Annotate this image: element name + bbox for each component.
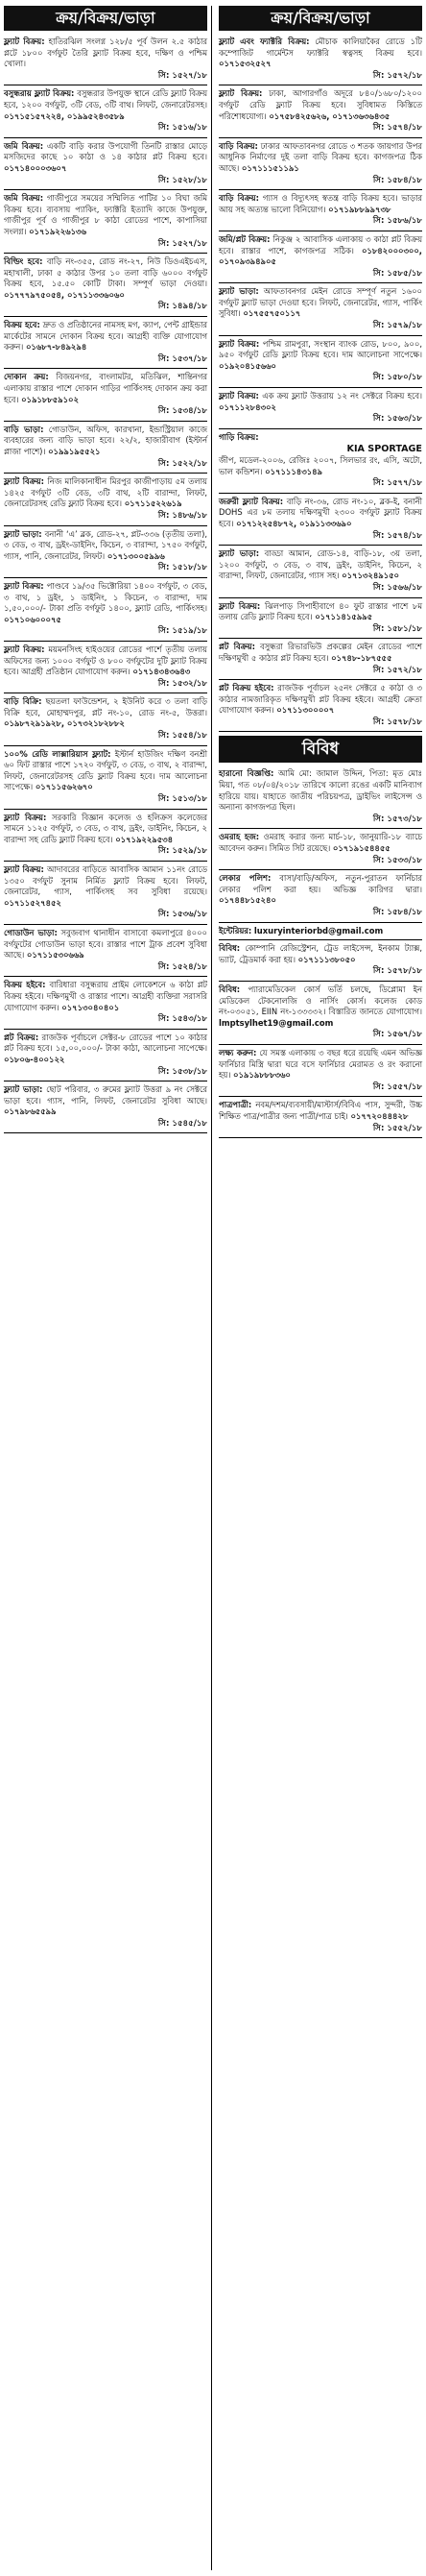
ad-heading: বিক্রয় হবে: [4,320,40,330]
classified-ad [219,832,422,866]
classified-ad [219,339,422,384]
ad-heading: প্লট বিক্রয়: [4,1032,39,1042]
classified-ad [219,984,422,1041]
classified-ad [219,286,422,331]
ad-contact: ০১৮৪২০০০৩০০, ০১৭০৯৩৯৪৯০৫ [219,245,422,267]
ad-code: সি: ১৫২৭/১৮ [157,238,207,249]
left-section-header: ক্রয়/বিক্রয়/ভাড়া [4,6,207,31]
ad-separator [219,981,422,982]
ad-body: জীপ, মডেল-২০০৬, রেজিঃ ২০০৭, সিলভার রং, এসি, অটো, ভাল কন্ডিশন। [219,455,422,476]
ad-heading: পাত্রপাত্রী: [219,1100,252,1110]
ad-separator [4,924,207,925]
ad-code: সি: ১৫২৮/১৮ [157,175,207,185]
ad-contact: ০১৭১৫৩২৫২৭ [219,59,272,69]
ad-code: সি: ১৫৫৭/১৮ [372,1081,422,1092]
ad-heading: ১০০% রেডি লাক্সারিয়াস ফ্ল্যাট: [4,748,111,759]
classified-ad [219,873,422,918]
ad-body: ছোট পরিবার, ৩ রুমের ফ্ল্যাট উত্তরা ৯ নং সেক্টরে ভাড়া হবে। গ্যাস, পানি, লিফট, জেনারেটর সুবিধা আছে। [4,1084,208,1106]
ad-heading: ফ্ল্যাট ভাড়া: [4,1084,43,1095]
misc-ads-list [219,768,422,1138]
ad-body: গাজীপুরে সময়ের সম্মিলিত পাটির ১০ বিঘা জমি বিক্রয় হবে। ব্যবসায় প্যাকিং, ফ্যাক্টরি ইত্যাদি কাজে উপযুক্ত, গাজীপুর পূর্ব ও গাজীপুর ৮ কাঠা রোডের পাশে, কাপাসিয়া সংলগ্ন। [4,193,207,236]
ad-separator [4,577,207,578]
ad-heading: বাড়ি বিক্রি: [4,696,42,707]
ad-code: সি: ১৫৩৬/১৮ [157,910,207,920]
ad-brand: KIA SPORTAGE [346,444,422,455]
ad-separator [4,745,207,746]
classified-ad [219,768,422,825]
ad-heading: হারানো বিজ্ঞপ্তি: [219,768,274,779]
ad-body: ছয়তলা ফাউন্ডেশন, ২ ইউনিট করে ৩ তলা বাড়ি বিক্রি হবে, মোহাম্মদপুর, প্লট নং-১০, রোড নং-৫, উত্তরা। [4,696,207,717]
ad-body: আমি মো: জামাল উদ্দিন, পিতা: মৃত মোঃ মিয়া, গত ০৮/০৪/২০১৮ তারিখে কালো রঙের একটি মানিব্যাগ হারিয়ে যায়। যাহাতে জাতীয় পরিচয়পত্র, ড্রাইভিং লাইসেন্স ও অন্যান্য কাগজপত্র ছিল। [219,768,422,813]
ad-contact: ০১৭১১৫২৭৪৫২ [4,897,61,908]
ad-code: সি: ১৪৮৬/১৮ [157,510,207,521]
ad-separator [219,1096,422,1097]
ad-contact: ০১৯২০৪১৫৬৬০ [219,360,276,371]
ad-separator [219,731,422,732]
ad-code: সি: ১৫১৮/১৮ [157,563,207,573]
ad-code: সি: ১৫৩৭/১৮ [157,353,207,364]
ad-contact: ০১৭১১১৪৩১৪৯ [265,466,322,476]
ad-heading: বিক্রয় হইবে: [4,980,46,990]
ad-heading: জরুরী ফ্ল্যাট বিক্রয়: [219,496,284,506]
ad-contact: ০১৭১০৬০০০৭৫ [4,614,61,624]
ad-separator [219,189,422,190]
ad-code: সি: ১৫৬৭/১৮ [372,1030,422,1040]
ad-body: বসুন্ধরার উপযুক্ত স্থানে রেডি ফ্ল্যাট বিক্রয় হবে, ১২০০ বর্গফুট, ৩টি বেড, ৩টি বাথ। লিফট, জেনারেটরসহ। [4,88,207,109]
ad-code: সি: ১৫৫৪/১৮ [157,731,207,741]
ad-heading: বাড়ি বিক্রয়: [219,140,258,151]
ad-body: যে সমস্ত এলাকায় ৩ বছর ধরে রয়েছি এমন অভিজ্ঞ ফার্নিচার মিস্ত্রি দ্বারা ঘরে বসে ফার্নিচার মেরামত ও রং করানো হয়। [219,1047,422,1081]
ad-body: এক ক্রয় ফ্ল্যাট উত্তরায় ১২ নং সেক্টরে বিক্রয় হবে। [262,391,423,401]
ad-contact: ০১৭১১১৩৮০৫০ [297,954,356,964]
misc-section-header: বিবিধ [219,736,422,763]
ad-code: সি: ১৫২৯/১৮ [157,846,207,857]
right-section-header: ক্রয়/বিক্রয়/ভাড়া [219,6,422,31]
ad-heading: দোকান ক্রয়: [4,372,49,382]
classified-ad [4,864,207,921]
ad-heading: লেকার পলিশ: [219,873,272,884]
ad-contact: ০১৭৭২০৪৪৪২৮ [350,1110,409,1121]
ad-contact: ০১৭১৩০০৫৯৯৬ [106,550,165,561]
ad-body: ঢাকার আফতাবনগর রোডে ৩ শতক জায়গার উপর আধুনিক নির্মাণের দুই তলা বাড়ি বিক্রয় হবে। কাগজপত্র ঠিক আছে। [219,140,422,173]
ad-code: সি: ১৫৭৯/১৮ [372,321,422,331]
classified-ad [219,234,422,279]
ad-body: প্যারামেডিকেল কোর্স ভর্তি চলছে, ডিপ্লোমা ইন মেডিকেল টেকনোলজি ও নার্সিং কোর্স। কলেজ কোড নং-০৩০৫১, EIIN নং-১৩৩৩৩২। বিস্তারিত জানতে যোগাযোগ। [219,984,423,1017]
classified-ad [219,88,422,134]
classified-ad [219,432,422,490]
ad-code: সি: ১৫৪৫/১৮ [157,1118,207,1129]
ad-separator [4,976,207,977]
classified-ad [219,601,422,636]
classified-ad [219,497,422,542]
ad-separator [4,1029,207,1030]
ad-separator [4,189,207,190]
ad-heading: ফ্ল্যাট ভাড়া: [219,286,259,297]
ad-separator [219,1044,422,1045]
ad-body: বিজয়নগর, বাংলামটর, মতিঝিল, শান্তিনগর এলাকায় রাস্তার পাশে দোকান গাড়ির পার্কিংসহ দোকান ক্রয় করা হবে। [4,372,207,404]
classified-ad [4,1084,207,1130]
ad-separator [4,861,207,862]
ad-contact: ০১৭১৪৩৪৩৬৪৩ [132,667,191,677]
ad-heading: ফ্ল্যাট বিক্রয়: [4,812,47,822]
ad-contact: ০১৯১৯৮৮৮৩৬০ [233,1070,291,1081]
ad-code: সি: ১৫৭৮/১৮ [372,966,422,977]
ad-separator [219,545,422,546]
ad-heading: ফ্ল্যাট বিক্রয়: [219,338,260,349]
ad-body: ইস্টার্ন হাউজিং দক্ষিণ বনশ্রী ৬০ ফিট রাস্তার পাশে ১৭২০ বর্গফুট, ৩ বেড, ৩ বাথ, ২ বারান্দা, লিফট, জেনারেটরসহ রেডি ফ্ল্যাট বিক্রয় হবে। দাম আলোচনা সাপেক্ষে। [4,748,207,792]
ad-contact: ০১৭১১৫৩০৬৬৯ [26,950,84,960]
ad-contact: ০১৭১৯৮৮৯৯৭৩৮ [328,204,391,214]
ad-contact: ০১৯৯১৯৫৫২১ [48,447,101,456]
classified-ad [219,642,422,676]
ad-body: একটি বাড়ি করার উপযোগী তিনটি রাস্তার মোড়ে মসজিদের কাছে ১০ কাঠা ও ১৪ কাঠার প্লট বিক্রয় হবে। [4,140,207,162]
ad-code: সি: ১৫৫২/১৮ [372,1123,422,1133]
ad-body: ঢাকা, আগারগাঁও অদূরে ৮৪০/১৬৮০/১২০০ বর্গফুট রেডি ফ্ল্যাট বিক্রয় হবে। সুবিধামত কিস্তিতে পরিশোধযোগ্য। [219,88,422,121]
classified-ad [4,1033,207,1078]
ad-body: মৌচাক কালিয়াকৈর রোডে ১টি কম্পোজিট গার্মেন্টস ফ্যাক্টরি স্বত্বসহ বিক্রয় হবে। [219,36,422,58]
classified-ad [4,141,207,186]
ad-code: সি: ১৫৬৬/১৮ [372,582,422,593]
classified-ad [4,581,207,638]
ad-separator [219,939,422,940]
ad-body: আদাবরের বাড়িতে আবাসিক আমান ১১নং রোডে ১৩৫০ বর্গফুট সুনাম নির্মিত ফ্ল্যাট বিক্রয় হবে। লিফট, জেনারেটর, গ্যাস, পার্কিংসহ সব সুবিধা রয়েছে। [4,864,207,897]
ad-contact: ০১৭৫৫৭৫০১১৭ [243,308,301,319]
ad-heading: ফ্ল্যাট বিক্রয়: [219,88,263,99]
ad-contact: ০১৯১৮৮৫৯১০২ [21,394,79,404]
left-ads-list [4,36,207,1133]
ad-code: সি: ১৫৭৭/১৮ [372,478,422,489]
ad-code: সি: ১৪৯৪/১৮ [157,302,207,312]
ad-contact: ০১৭৪৮-১৮৭৫৫৫ [331,652,392,663]
ad-separator [4,316,207,317]
ad-contact: ০১৭১৯২২৬১৩৬ [29,226,86,236]
ad-code: সি: ১৫৭৮/১৮ [372,717,422,727]
ad-contact: ০১৭১১১৫১১৯১ [241,162,299,173]
ad-separator [4,137,207,138]
ad-heading: বাড়ি ভাড়া: [4,424,44,434]
classified-ad [219,548,422,594]
ad-code: সি: ১৫৭২/১৮ [372,70,422,81]
ad-heading: ফ্ল্যাট এবং ফ্যাক্টরি বিক্রয়: [219,36,310,46]
ad-body: নবম/দশম/ব্যবসায়ী/মাস্টার্স/বিবিএ পাস, সুন্দরী, উচ্চ শিক্ষিত পাত্র/পাত্রীর জন্য পাত্রী/পাত্র চাই। [219,1100,422,1121]
classified-ad [219,926,422,937]
ad-contact: ০১৭১১৫২২৬১৯ [124,498,182,509]
ad-code: সি: ১৫৮০/১৮ [372,373,422,383]
ad-code: সি: ১৫৮৫/১৮ [372,268,422,279]
ad-body: বাসা/বাড়ি/অফিস, নতুন-পুরাতন ফার্নিচার লেকার পলিশ করা হয়। অভিজ্ঞ কারিগর দ্বারা। [219,873,422,894]
ad-code: সি: ১৫১৯/১৮ [157,626,207,637]
ad-heading: জমি/প্লট বিক্রয়: [219,233,271,244]
ad-separator [219,493,422,494]
ad-body: হাতিরঝিল সংলগ্ন ১২৮/৫ পূর্ব উলন ২.৫ কাঠার প্লটে ১৮০০ বর্গফুট তৈরি ফ্ল্যাট বিক্রয় হবে, দক্ষিণ ও পশ্চিম খোলা। [4,36,207,69]
ad-separator [219,137,422,138]
classified-ad [4,88,207,134]
ad-heading: ফ্ল্যাট বিক্রয়: [4,476,44,487]
ad-contact: ০১৭১২২৫৪৮৭২, ০১৯১১৩৩৬৯০ [236,518,352,528]
ad-heading: বাড়ি বিক্রয়: [219,193,259,204]
classified-ad [4,256,207,313]
ad-heading: ফ্ল্যাট ভাড়া: [4,528,42,539]
ad-code: সি: ১৫১৩/১৮ [157,794,207,805]
classified-ad [4,980,207,1025]
ad-code: সি: ১৫৮৪/১৮ [372,175,422,185]
classified-ad [4,372,207,417]
column-divider [211,6,212,2570]
right-column [219,6,422,1141]
ad-separator [219,597,422,598]
classified-ad [219,1048,422,1093]
ad-code: সি: ১৫৮৪/১৮ [372,908,422,917]
ad-code: সি: ১৫৭২/১৮ [372,665,422,675]
ad-contact: ০১৭৭৭৯৭৫০৫৪, ০১৭১১৩৩৬০৬০ [4,289,125,300]
ad-code: সি: ১৫৩৪/১৮ [157,406,207,417]
ad-separator [219,1137,422,1138]
ad-separator [4,253,207,254]
ad-body: বারিধারা বসুন্ধরায় প্রাইম লোকেশনে ৬ কাঠা প্লট বিক্রয় হইবে। দক্ষিণমুখী ও রাস্তার পাশে। আগ্রহী ব্যক্তিরা সরাসরি যোগাযোগ করুন। [4,980,207,1012]
ad-body: ময়মনসিংহ হাইওয়ের রোডের পার্শে তৃতীয় তলায় অফিসের জন্য ১০০০ বর্গফুট ও ৮০০ বর্গফুটের দুটি ফ্ল্যাট বিক্রয় হবে। আগ্রহী প্রতিষ্ঠান যোগাযোগ করুন। [4,644,207,677]
ad-contact: ০১৯৮৭২৯১৯২৮, ০১৭৩২১৮২৮৮২ [4,718,125,729]
ad-heading: ফ্ল্যাট বিক্রয়: [4,580,44,591]
ad-contact: ০১৭১৩০৪০৪০১ [61,1002,120,1012]
left-column [4,6,207,1136]
classified-ad [4,696,207,741]
ad-separator [219,828,422,829]
ad-contact: ০১৮০৬-৪০০১২২ [4,1054,65,1064]
ad-body: বাড়ি নং-৩৬, রোড নং-১০, ব্লক-ই, বনানী DOHS এর ৮ম তলায় দক্ষিণমুখী ২৩০০ বর্গফুট ফ্ল্যাট বিক্রয় হবে। [219,496,422,528]
classified-ad [219,36,422,82]
ad-contact: luxuryinteriorbd@gmail.com [253,925,384,936]
classified-ad [4,644,207,690]
ad-heading: প্লট বিক্রয়: [219,642,255,652]
ad-code: সি: ১৫১৬/১৮ [157,123,207,134]
ad-separator [4,641,207,642]
classified-ad [4,36,207,82]
ad-contact: ০১৭১৪০০০৩৬০৭ [4,162,67,173]
ad-body: সবুজবাগ থানাধীন বাসাবো কমলাপুরে ৪০০০ বর্গফুটের গোডাউন ভাড়া হবে। রাস্তার পাশে ট্রাক প্রবেশ সুবিধা আছে। [4,927,207,960]
ad-heading: বিবিধ: [219,984,241,994]
ad-heading: ওমরাহ হজ: [219,832,260,842]
ad-separator [219,387,422,388]
ad-heading: জমি বিক্রয়: [4,193,44,204]
classified-ad [4,928,207,973]
ad-code: সি: ১৫৮১/১৮ [372,623,422,634]
ad-code: সি: ১৫৩৮/১৮ [157,1066,207,1077]
ad-heading: প্লট বিক্রয় হইবে: [219,683,274,693]
ad-body: রাজউক পূর্বাচল ২৫নং সেক্টরে ৫ কাঠা ও ৩ কাঠার নামজারিকৃত দক্ষিণমুখী প্লট বিক্রয় হইবে। আগ্রহী ক্রেতা যোগাযোগ করুন। [219,683,422,716]
ad-heading: ফ্ল্যাট বিক্রয়: [4,36,45,46]
classified-ad [4,476,207,522]
ad-body: সরকারি বিজ্ঞান কলেজ ও হলিক্রস কলেজের সামনে ১১২৫ বর্গফুট, ৩ বেড, ৩ বাথ, ড্রইং, ডাইনিং, কিচেন, ২ বারান্দা সহ রেডি ফ্ল্যাট বিক্রয় হবে। [4,812,207,844]
ad-separator [4,421,207,422]
ad-code: সি: ১৫২৭/১৮ [157,70,207,81]
ad-heading: ফ্ল্যাট বিক্রয়: [4,644,45,654]
ad-code: সি: ১৫৩৩/১৮ [372,855,422,865]
classified-ad [4,813,207,858]
right-ads-list [219,36,422,732]
classified-ad [219,193,422,228]
ad-body: নিজ মালিকানাধীন মিরপুর কাজীপাড়ায় ৫ম তলায় ১৪২৫ বর্গফুট ৩টি বেড, ৩টি বাথ, ২টি বারান্দা, লিফট, জেনারেটরসহ রেডি ফ্ল্যাট বিক্রয় হবে। [4,476,207,509]
ad-body: দ্রুত ও প্রতিষ্ঠানের নামসহ মগ, ক্যাপ, পেন্ট গ্রাইন্ডার মার্কেটের সামনে দোকান বিক্রয় হবে। আগ্রহী ব্যক্তি যোগাযোগ করুন। [4,320,208,352]
classified-ad [219,391,422,425]
ad-heading: ইন্টেরিয়র: [219,925,252,936]
ad-code: সি: ১৫৪৩/১৮ [157,1014,207,1025]
ad-body: আফতাবনগর মেইন রোডে সম্পূর্ণ নতুন ১৬০০ বর্গফুট ফ্ল্যাট ভাড়া দেওয়া হবে। লিফট, জেনারেটর, গ্যাস, পার্কিং সুবিধা। [219,286,422,319]
ad-contact: ০১৭১৯২২৯৫৩৪ [115,834,174,844]
ad-separator [219,638,422,639]
classified-ad [4,193,207,250]
ad-heading: বিবিধ: [219,943,241,954]
ad-code: সি: ১৫২২/১৮ [157,458,207,469]
ad-contact: lmptsylhet19@gmail.com [219,1017,334,1028]
ad-separator [4,1132,207,1133]
ad-separator [219,679,422,680]
ad-body: কোম্পানি রেজিস্ট্রেশন, ট্রেড লাইসেন্স, ইনকাম ট্যাক্স, ভ্যাট, ট্রেডমার্ক করা হয়। [219,943,422,964]
ad-contact: ০১৭৪৪৮১৫২৪০ [219,895,276,906]
classified-ad [219,1100,422,1134]
classified-ad [4,320,207,365]
ad-heading: বসুন্ধরায় ফ্ল্যাট বিক্রয়: [4,88,75,99]
ad-body: পাণ্ডবে ১৯/৩৫ ভিক্টোরিয়া ১৪০০ বর্গফুট, ৩ বেড, ৩ বাথ, ১ ড্রইং, ১ ডাইনিং, ১ কিচেন, ৩ বারান্দা, দাম ১,৫০,০০০/- টাকা প্রতি বর্গফুট ১৪০০, ফ্ল্যাট রেডি, পার্কিংসহ। [4,580,207,614]
ad-heading: ফ্ল্যাট বিক্রয়: [4,864,44,874]
ad-code: সি: ১৫৬৩/১৮ [372,414,422,425]
ad-separator [219,428,422,429]
ad-contact: ০১৭১১৩০০০০৭ [276,705,335,716]
ad-contact: ০১৭১৫১৫৭২২৪, ০১৯৯৫২৪৩৫৮৯ [4,110,125,121]
ad-separator [219,922,422,923]
ad-contact: ০১৭১১২৮৪৩০২ [219,401,276,412]
classified-ad [219,943,422,978]
ad-contact: ০১৭১১৪১৫৯৯৫ [315,612,373,622]
ad-code: সি: ১৫৭৪/১৮ [372,530,422,541]
ad-heading: ফ্ল্যাট বিক্রয়: [219,600,261,611]
ad-body: পশ্চিম রামপুরা, সংস্থান ব্যাংক রোড, ৮০০, ৯০০, ৯৫০ বর্গফুট রেডি ফ্ল্যাট বিক্রয় হবে। দাম আলোচনা সাপেক্ষে। [219,338,422,360]
ad-body: নিকুঞ্জ ২ আবাসিক এলাকায় ৩ কাঠা প্লট বিক্রয় হবে। রাস্তার পাশে, কাগজপত্র সঠিক। [219,233,422,255]
ad-contact: ০১৭৫৮৪২৫৬২৬, ০১৭১৩৬৩৬৪৩৫ [269,110,390,121]
ad-heading: বিল্ডিং হবে: [4,256,43,267]
ad-contact: ০১৭১৩২৪৯১৫০ [342,571,400,581]
ad-contact: ০১৬৮৭-৮৪৯২৯৪ [25,342,87,352]
classified-ad [219,683,422,728]
classified-ad [4,529,207,574]
ad-contact: ০১৭১৯১৫৪৪৫৫ [332,843,390,854]
classified-ad [4,749,207,806]
ad-heading: লক্ষ্য করুন: [219,1047,257,1057]
ad-body: ওমরাহ করার জন্য মার্চ-১৮, জানুয়ারি-১৮ ব্যাচে আবেদন করুন। সিমিত সিট রয়েছে। [219,832,422,854]
ad-code: সি: ১৫৭৪/১৮ [372,123,422,134]
ad-separator [219,282,422,283]
classified-ad [4,425,207,470]
ad-heading: ফ্ল্যাট ভাড়া: [219,548,260,559]
ad-body: বাড়ি নং-৩৫৫, রোড নং-২৭, নিউ ডিওএইচএস, মহাখালী, ঢাকা ৫ কাঠার উপর ১০ তলা বাড়ি ৬০০০ বর্গফুট বিক্রয় হবে, ১৫.৫০ কোটি টাকা। সম্পূর্ণ ভাড়া দেওয়া। [4,256,208,289]
ad-code: সি: ১৫৩২/১৮ [157,678,207,689]
ad-separator [219,335,422,336]
ad-contact: ০১৭৯৮৬৫৫৯৯ [4,1106,57,1117]
ad-body: গ্যাস ও বিদ্যুৎসহ স্বতন্ত্র বাড়ি বিক্রয় হবে। ভাড়ার আয় সহ অত্যন্ত ভালো বিনিয়োগ। [219,193,422,214]
ad-body: বনানী ‘এ’ ব্লক, রোড-২৭, প্লট-৩৩৬ (তৃতীয় তলা), ৩ বেড, ৩ বাথ, ড্রইং-ডাইনিং, কিচেন, ৩ বারান্দা, ১৭৫০ বর্গফুট, গ্যাস, পানি, জেনারেটর, লিফট। [4,528,208,561]
ad-heading: ফ্ল্যাট বিক্রয়: [219,391,259,401]
ad-separator [4,368,207,369]
ad-separator [4,809,207,810]
ad-body: বাড্ডা আমান, রোড-১৪, বাড়ি-১৮, ৩য় তলা, ১২০০ বর্গফুট, ৩ বেড, ৩ বাথ, ড্রইং, ডাইনিং, কিচেন, ২ বারান্দা, লিফট, জেনারেটর, গ্যাস সহ। [219,548,422,581]
classified-ad [219,141,422,186]
ad-body: ঝিলপাড় সিপাহীবাগে ৪০ ফুট রাস্তার পাশে ৮ম তলায় রেডি ফ্ল্যাট বিক্রয় হবে। [219,600,422,622]
ad-contact: ০১৭১১৫৬২৬৭০ [35,782,93,792]
ad-body: রাজউক পূর্বাচলে সেক্টর-৮ রোডের পাশে ১০ কাঠার প্লট বিক্রয় হবে। ১৫,০০,০০০/- টাকা কাঠা, আলোচনা সাপেক্ষে। [4,1032,207,1054]
ad-code: সি: ১৫৭৩/১৮ [372,814,422,824]
ad-separator [4,525,207,526]
ad-heading: জমি বিক্রয়: [4,140,44,151]
ad-separator [219,869,422,870]
ad-heading: গাড়ি বিক্রয়: [219,431,259,442]
ad-body: গোডাউন, অফিস, কারখানা, ইন্ডাস্ট্রিয়াল কাজে ব্যবহারের জন্য বাড়ি ভাড়া হবে। ২২/২, হাজারীবাগ (ইস্টার্ন প্লাজা পাশে)। [4,424,207,456]
ad-code: সি: ১৫৮৬/১৮ [372,216,422,227]
ad-heading: গোডাউন ভাড়া: [4,927,58,937]
ad-code: সি: ১৫২৪/১৮ [157,961,207,972]
ad-body: বসুন্ধরা রিভারভিউ প্রকল্পের মেইন রোডের পাশে দক্ষিণমুখী ৫ কাঠার প্লট বিক্রয় হবে। [219,642,422,663]
ad-separator [4,473,207,474]
